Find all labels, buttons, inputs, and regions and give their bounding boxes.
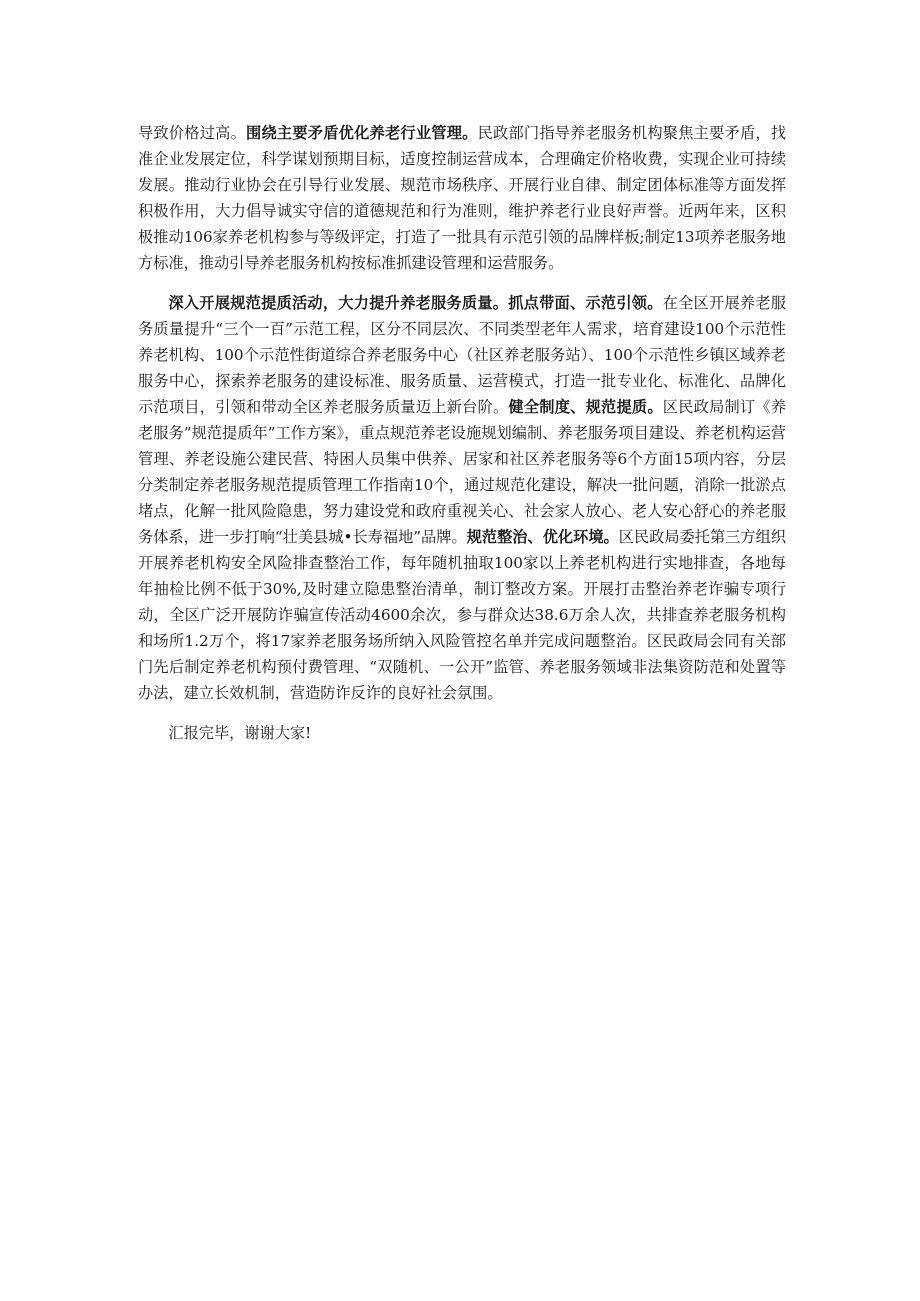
- paragraph-text: 区民政局委托第三方组织开展养老机构安全风险排查整治工作，每年随机抽取100家以上养老机构进行实地排查，各地每年抽检比例不低于30%,及时建立隐患整治清单，制订整改方案。开展打击整治养老诈骗专项行动，全区广泛开展防诈骗宣传活动4600余次，参与群众达38.6万余人次，共排查养老服务机构和场所1.2万个，将17家养老服务场所纳入风险管控名单并完成问题整治。区民政局会同有关部门先后制定养老机构预付费管理、“双随机、一公开”监管、养老服务领域非法集资防范和处置等办法，建立长效机制，营造防诈反诈的良好社会氛围。: [138, 528, 787, 702]
- paragraph-text: 区民政局制订《养老服务”规范提质年”工作方案》，重点规范养老设施规划编制、养老服务项目建设、养老机构运营管理、养老设施公建民营、特困人员集中供养、居家和社区养老服务等6个方面15项内容，分层分类制定养老服务规范提质管理工作指南10个，通过规范化建设，解决一批问题，消除一批淤点堵点，化解一批风险隐患，努力建设党和政府重视关心、社会家人放心、老人安心舒心的养老服务体系，进一步打响“壮美县城•长寿福地”品牌。: [138, 398, 787, 546]
- paragraph-text: 在全区开展养老服务质量提升“三个一百”示范工程，区分不同层次、不同类型老年人需求，培育建设100个示范性养老机构、100个示范性街道综合养老服务中心（社区养老服务站）、100个示范性乡镇区域养老服务中心，探索养老服务的建设标准、服务质量、运营模式，打造一批专业化、标准化、品牌化示范项目，引领和带动全区养老服务质量迈上新台阶。: [138, 294, 787, 416]
- bold-heading: 深入开展规范提质活动，大力提升养老服务质量。: [168, 294, 509, 312]
- paragraph-industry-management: [138, 120, 786, 276]
- bold-subheading: 规范整治、优化环境。: [466, 528, 619, 546]
- closing-text: 汇报完毕，谢谢大家!: [168, 724, 312, 742]
- paragraph-closing: [138, 720, 786, 746]
- document-page: [138, 120, 786, 760]
- bold-heading: 围绕主要矛盾优化养老行业管理。: [246, 124, 478, 142]
- paragraph-quality-improvement: [138, 290, 786, 706]
- bold-subheading: 抓点带面、示范引领。: [508, 294, 663, 312]
- paragraph-text: 民政部门指导养老服务机构聚焦主要矛盾，找准企业发展定位，科学谋划预期目标，适度控制运营成本，合理确定价格收费，实现企业可持续发展。推动行业协会在引导行业发展、规范市场秩序、开展行业自律、制定团体标准等方面发挥积极作用，大力倡导诚实守信的道德规范和行为准则，维护养老行业良好声誉。近两年来，区积极推动106家养老机构参与等级评定，打造了一批具有示范引领的品牌样板;制定13项养老服务地方标准，推动引导养老服务机构按标准抓建设管理和运营服务。: [138, 124, 787, 272]
- paragraph-text: 导致价格过高。: [138, 124, 247, 142]
- bold-subheading: 健全制度、规范提质。: [508, 398, 663, 416]
